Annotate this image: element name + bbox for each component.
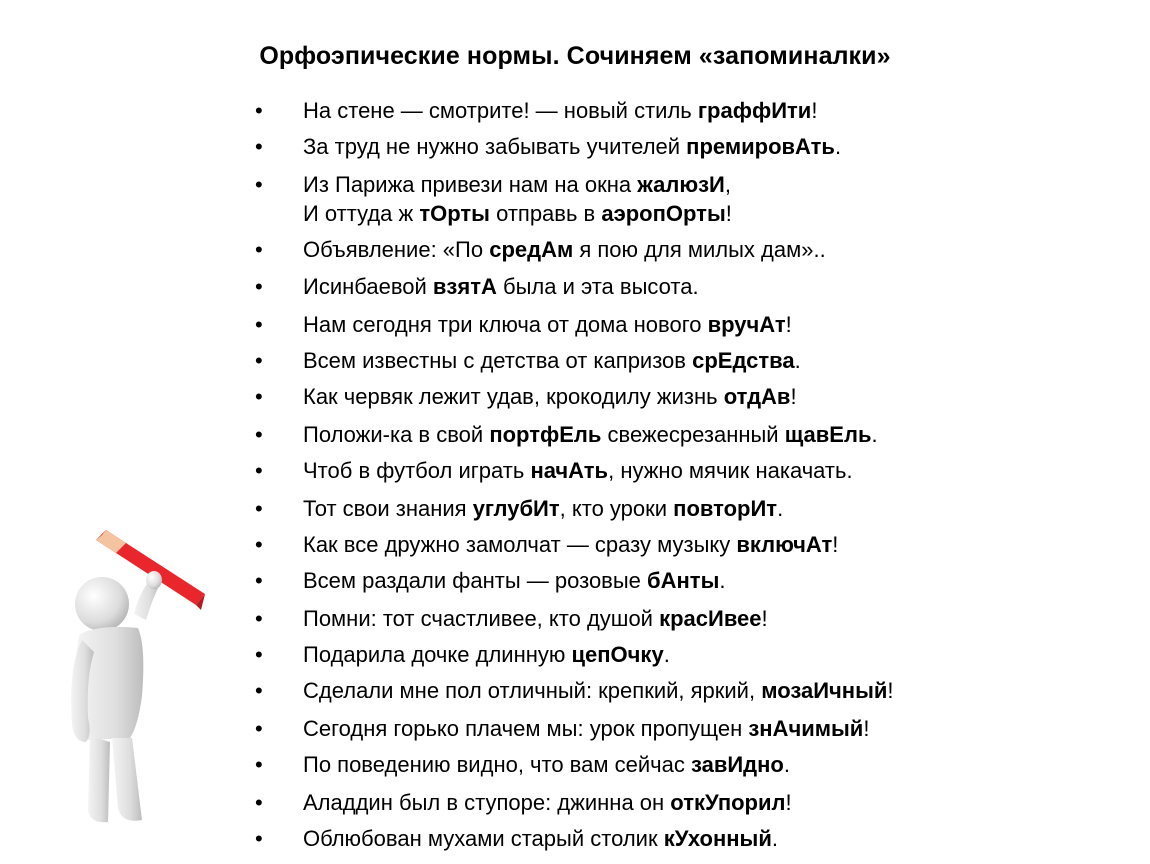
list-item-text bbox=[303, 566, 725, 596]
bullet-marker: • bbox=[255, 606, 263, 631]
text-fragment: . bbox=[777, 496, 784, 521]
text-fragment: Подарила дочке длинную bbox=[303, 642, 572, 667]
list-item-text bbox=[303, 420, 878, 450]
text-fragment: На стене — смотрите! — новый стиль bbox=[303, 98, 698, 123]
text-fragment: ! bbox=[863, 716, 870, 741]
list-item-text bbox=[303, 750, 790, 780]
bullet-marker: • bbox=[255, 348, 263, 373]
text-fragment: Сегодня горько плачем мы: урок пропущен bbox=[303, 716, 749, 741]
text-fragment: Облюбован мухами старый столик bbox=[303, 826, 664, 851]
bullet-marker: • bbox=[255, 568, 263, 593]
text-fragment: я пою для милых дам».. bbox=[573, 237, 826, 262]
text-fragment: Всем раздали фанты — розовые bbox=[303, 568, 648, 593]
bullet-marker: • bbox=[255, 274, 263, 299]
text-fragment: Нам сегодня три ключа от дома нового bbox=[303, 312, 708, 337]
text-fragment: По поведению видно, что вам сейчас bbox=[303, 752, 691, 777]
text-fragment: . bbox=[783, 752, 790, 777]
bullet-marker: • bbox=[255, 532, 263, 557]
bullet-marker: • bbox=[255, 134, 263, 159]
text-fragment: Чтоб в футбол играть bbox=[303, 458, 531, 483]
stressed-word: щавЕль bbox=[784, 422, 872, 447]
bullet-marker: • bbox=[255, 172, 263, 197]
list-item-text bbox=[303, 676, 894, 706]
stressed-word: бАнты bbox=[647, 568, 720, 593]
bullet-marker: • bbox=[255, 422, 263, 447]
list-item-text bbox=[303, 272, 699, 302]
stressed-word: взятА bbox=[432, 274, 497, 299]
text-fragment: . bbox=[771, 826, 778, 851]
text-fragment: была и эта высота. bbox=[496, 274, 699, 299]
list-item-text bbox=[303, 310, 792, 340]
list-item-text bbox=[303, 235, 826, 265]
list-item-text bbox=[303, 494, 783, 524]
text-fragment: Положи-ка в свой bbox=[303, 422, 490, 447]
bullet-marker: • bbox=[255, 496, 263, 521]
text-fragment: ! bbox=[790, 384, 797, 409]
text-fragment: , нужно мячик накачать. bbox=[608, 458, 853, 483]
text-fragment: . bbox=[871, 422, 878, 447]
text-fragment: Из Парижа привези нам на окна bbox=[303, 172, 638, 197]
stressed-word: срЕдства bbox=[692, 348, 795, 373]
stressed-word: граффИти bbox=[697, 98, 812, 123]
stressed-word: знАчимый bbox=[748, 716, 864, 741]
bullet-marker: • bbox=[255, 384, 263, 409]
list-item-text bbox=[303, 170, 731, 200]
text-fragment: Помни: тот счастливее, кто душой bbox=[303, 606, 660, 631]
text-fragment: И оттуда ж bbox=[303, 201, 420, 226]
list-item-text bbox=[303, 640, 670, 670]
list-item-text bbox=[303, 530, 838, 560]
text-fragment: Аладдин был в ступоре: джинна он bbox=[303, 790, 671, 815]
text-fragment: , кто уроки bbox=[559, 496, 674, 521]
list-item-text bbox=[303, 788, 792, 818]
list-item-text bbox=[303, 96, 817, 126]
stressed-word: жалюзИ bbox=[637, 172, 725, 197]
list-item-text bbox=[303, 824, 778, 854]
stressed-word: углубИт bbox=[472, 496, 560, 521]
text-fragment: . bbox=[663, 642, 670, 667]
list-item-text bbox=[303, 346, 801, 376]
stressed-word: средАм bbox=[489, 237, 574, 262]
person-with-pencil-icon bbox=[60, 528, 220, 828]
stressed-word: кУхонный bbox=[663, 826, 772, 851]
stressed-word: аэропОрты bbox=[601, 201, 726, 226]
text-fragment: ! bbox=[811, 98, 818, 123]
text-fragment: ! bbox=[785, 312, 792, 337]
text-fragment: свежесрезанный bbox=[601, 422, 785, 447]
stressed-word: премировАть bbox=[686, 134, 835, 159]
list-item-text bbox=[303, 714, 869, 744]
text-fragment: ! bbox=[761, 606, 768, 631]
text-fragment: Как все дружно замолчат — сразу музыку bbox=[303, 532, 737, 557]
bullet-marker: • bbox=[255, 458, 263, 483]
text-fragment: . bbox=[794, 348, 801, 373]
text-fragment: , bbox=[724, 172, 731, 197]
text-fragment: Как червяк лежит удав, крокодилу жизнь bbox=[303, 384, 724, 409]
stressed-word: тОрты bbox=[419, 201, 490, 226]
text-fragment: Объявление: «По bbox=[303, 237, 490, 262]
list-item-text bbox=[303, 604, 768, 634]
text-fragment: . bbox=[719, 568, 726, 593]
bullet-marker: • bbox=[255, 98, 263, 123]
list-item-text bbox=[303, 382, 797, 412]
list-item-text bbox=[303, 132, 841, 162]
stressed-word: цепОчку bbox=[571, 642, 664, 667]
stressed-word: отдАв bbox=[723, 384, 791, 409]
stressed-word: мозаИчный bbox=[761, 678, 888, 703]
text-fragment: Всем известны с детства от капризов bbox=[303, 348, 693, 373]
page-title: Орфоэпические нормы. Сочиняем «запоминалки» bbox=[259, 42, 891, 70]
stressed-word: повторИт bbox=[673, 496, 778, 521]
bullet-marker: • bbox=[255, 312, 263, 337]
text-fragment: . bbox=[834, 134, 842, 159]
bullet-marker: • bbox=[255, 826, 263, 851]
bullet-marker: • bbox=[255, 716, 263, 741]
stressed-word: завИдно bbox=[690, 752, 784, 777]
bullet-marker: • bbox=[255, 237, 263, 262]
text-fragment: За труд не нужно забывать учителей bbox=[303, 134, 687, 159]
stressed-word: начАть bbox=[530, 458, 609, 483]
bullet-marker: • bbox=[255, 642, 263, 667]
text-fragment: Исинбаевой bbox=[303, 274, 433, 299]
bullet-marker: • bbox=[255, 752, 263, 777]
list-item-text bbox=[303, 199, 732, 229]
text-fragment: ! bbox=[887, 678, 894, 703]
list-item-text bbox=[303, 456, 853, 486]
text-fragment: отправь в bbox=[489, 201, 602, 226]
text-fragment: ! bbox=[785, 790, 792, 815]
bullet-marker: • bbox=[255, 790, 263, 815]
text-fragment: Тот свои знания bbox=[303, 496, 473, 521]
stressed-word: вручАт bbox=[707, 312, 786, 337]
stressed-word: включАт bbox=[736, 532, 833, 557]
text-fragment: ! bbox=[725, 201, 732, 226]
text-fragment: Сделали мне пол отличный: крепкий, яркий, bbox=[303, 678, 762, 703]
text-fragment: ! bbox=[832, 532, 839, 557]
bullet-marker: • bbox=[255, 678, 263, 703]
stressed-word: красИвее bbox=[659, 606, 762, 631]
stressed-word: откУпорил bbox=[670, 790, 786, 815]
stressed-word: портфЕль bbox=[489, 422, 602, 447]
